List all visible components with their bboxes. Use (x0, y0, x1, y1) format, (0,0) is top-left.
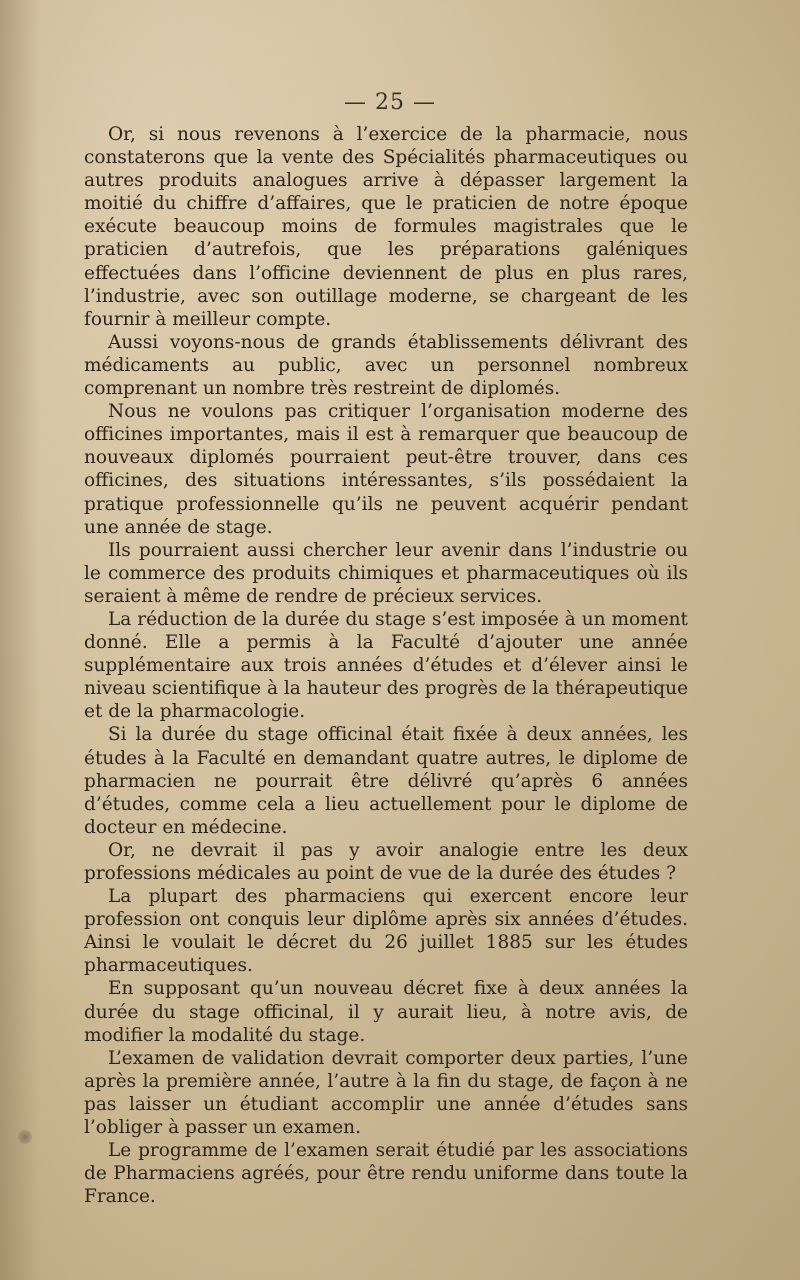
paragraph-8: La plupart des pharmaciens qui exercent encore leur profession ont conquis leur diplôme après six années d’études. Ainsi le voulait le décret du 26 juillet 1885 sur les études pharmaceutiques. (84, 886, 688, 977)
page-number: — 25 — (344, 90, 436, 115)
paragraph-9: En supposant qu’un nouveau décret fixe à deux années la durée du stage officinal, il y aurait lieu, à notre avis, de modifier la modalité du stage. (84, 978, 688, 1046)
ink-smudge (18, 1130, 32, 1144)
body-text (84, 123, 688, 1208)
paragraph-11: Le programme de l’examen serait étudié par les associations de Pharmaciens agréés, pour être rendu uniforme dans toute la France. (84, 1140, 688, 1208)
paragraph-1: Or, si nous revenons à l’exercice de la pharmacie, nous constaterons que la vente des Spécialités pharmaceutiques ou autres produits analogues arrive à dépasser largement la moitié du chiffre d’affaires, que le praticien de notre époque exécute beaucoup moins de formules magistrales que le praticien d’autrefois, que les préparations galéniques effectuées dans l’officine deviennent de plus en plus rares, l’industrie, avec son outillage moderne, se chargeant de les fournir à meilleur compte. (84, 124, 688, 330)
paragraph-10: L’examen de validation devrait comporter deux parties, l’une après la première année, l’autre à la fin du stage, de façon à ne pas laisser un étudiant accomplir une année d’études sans l’obliger à passer un examen. (84, 1047, 688, 1139)
paragraph-2: Aussi voyons-nous de grands établissements délivrant des médicaments au public, avec un personnel nombreux comprenant un nombre très restreint de diplomés. (84, 331, 688, 400)
page-binding-shadow (0, 0, 40, 1280)
paragraph-7: Or, ne devrait il pas y avoir analogie entre les deux professions médicales au point de vue de la durée des études ? (84, 839, 688, 884)
paragraph-3: Nous ne voulons pas critiquer l’organisation moderne des officines importantes, mais il est à remarquer que beaucoup de nouveaux diplomés pourraient peut-être trouver, dans ces officines, des situations intéressantes, s’ils possédaient la pratique professionnelle qu’ils ne peuvent acquérir pendant une année de stage. (84, 401, 688, 538)
paragraph-5: La réduction de la durée du stage s’est imposée à un moment donné. Elle a permis à la Faculté d’ajouter une année supplémentaire aux trois années d’études et d’élever ainsi le niveau scientifique à la hauteur des progrès de la thérapeutique et de la pharmacologie. (84, 608, 689, 723)
paragraph-4: Ils pourraient aussi chercher leur avenir dans l’industrie ou le commerce des produits chimiques et pharmaceutiques où ils seraient à même de rendre de précieux services. (84, 539, 688, 607)
paragraph-6: Si la durée du stage officinal était fixée à deux années, les études à la Faculté en demandant quatre autres, le diplome de pharmacien ne pourrait être délivré qu’après 6 années d’études, comme cela a lieu actuellement pour le diplome de docteur en médecine. (84, 724, 688, 838)
